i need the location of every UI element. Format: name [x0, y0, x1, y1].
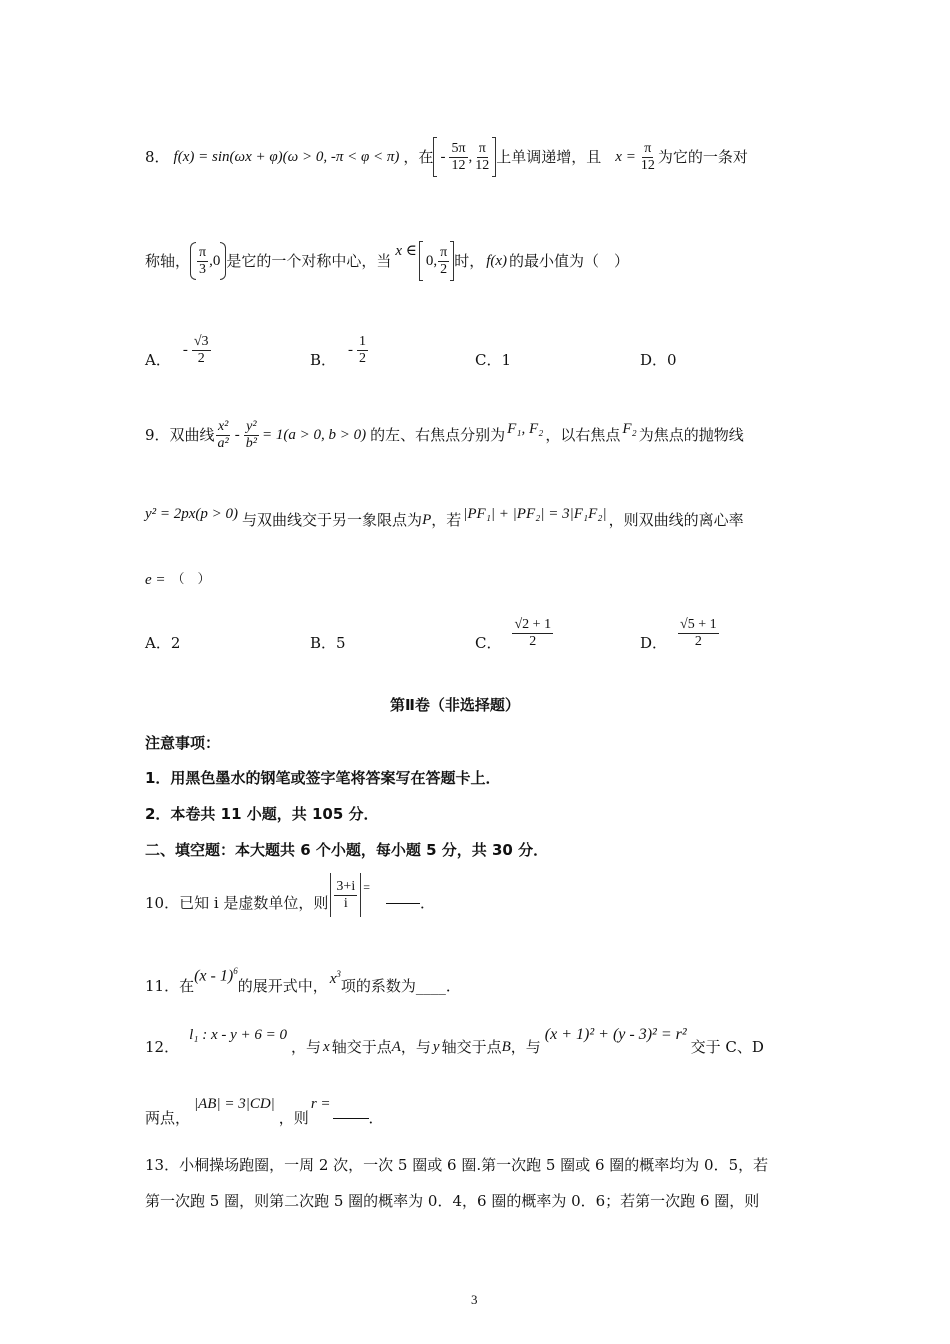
- q9-minus: -: [234, 427, 240, 443]
- q12-a2: 轴交于点: [331, 1038, 392, 1056]
- q12-end: ．: [368, 1109, 384, 1127]
- q8-option-d-value: 0: [667, 351, 677, 369]
- q9-b2: b²: [245, 435, 257, 451]
- q9-option-a: [145, 633, 180, 653]
- note-2: 2．本卷共 11 小题，共 105 分．: [145, 805, 379, 823]
- q9-eccentricity-text: ，则双曲线的离心率: [608, 511, 744, 529]
- q12-then: ，则: [278, 1109, 309, 1127]
- q8-option-b-label: B．: [310, 351, 337, 369]
- q8-int-a-num: 5π: [451, 140, 466, 156]
- q8-int-a-den: 12: [451, 157, 466, 173]
- q12-y: y: [432, 1039, 440, 1055]
- q8-domain-x: x ∈: [395, 243, 417, 259]
- q11-line: [145, 960, 461, 996]
- q12-a3: ，与: [400, 1038, 431, 1056]
- q9-y2: y²: [246, 418, 257, 434]
- q8-option-a-frac: [192, 334, 211, 367]
- q8-option-d-label: D．: [640, 351, 668, 369]
- q8-center-den: 3: [199, 261, 207, 277]
- q9-option-c-den: 2: [529, 633, 537, 649]
- q12-line2: [145, 1090, 384, 1126]
- q9-ruo: ，若: [431, 511, 462, 529]
- q8-center-frac: [197, 245, 208, 278]
- section-title: 第Ⅱ卷（非选择题）: [390, 696, 520, 714]
- q11-mid: 的展开式中，: [237, 977, 328, 995]
- q9-x2: x²: [217, 418, 229, 434]
- notes-heading: 注意事项：: [145, 734, 221, 752]
- q8-option-a-den: 2: [197, 350, 205, 366]
- q8-option-a-sign: -: [182, 342, 188, 358]
- q8-option-a-num: √3: [193, 333, 209, 349]
- q8-int-b-num: π: [478, 140, 486, 156]
- q8-option-d: [640, 350, 677, 370]
- q11-expr-wrap: [194, 961, 238, 986]
- q11-expr: (x - 1): [194, 967, 234, 985]
- q9-option-d-frac: [678, 617, 719, 650]
- q8-interval-minus: -: [440, 149, 446, 165]
- q11-x3-wrap: [330, 964, 341, 989]
- q8-domain-frac: [438, 245, 449, 278]
- q12-ab-eq: |AB| = 3|CD|: [194, 1096, 275, 1112]
- q8-axis-den: 12: [640, 157, 655, 173]
- q9-option-c-frac: [512, 617, 553, 650]
- q9-option-d-num: √5 + 1: [680, 616, 717, 632]
- q13-line1: 13．小桐操场跑圈，一周 2 次，一次 5 圈或 6 圈.第一次跑 5 圈或 6 圈的概率均为 0．5，若: [145, 1156, 769, 1174]
- q12-a1: ，与: [291, 1038, 322, 1056]
- q9-parabola-text: 为焦点的抛物线: [638, 426, 744, 444]
- q9-line3: [145, 570, 211, 590]
- q9-option-b-label: B．: [310, 634, 337, 652]
- q9-condition: = 1(a > 0, b > 0): [261, 427, 367, 443]
- q8-option-b-den: 2: [359, 350, 367, 366]
- q8-option-b-sign: -: [348, 342, 354, 358]
- q12-circle-eq: (x + 1)² + (y - 3)² = r²: [544, 1026, 687, 1043]
- q12-a4: 轴交于点: [441, 1038, 502, 1056]
- q9-option-d-den: 2: [694, 633, 702, 649]
- q10-den: i: [343, 895, 348, 911]
- q8-domain-den: 2: [440, 261, 448, 277]
- q9-x2-over-a2: [216, 419, 231, 452]
- q8-option-a-label: A．: [145, 351, 171, 369]
- q10-end: ．: [420, 894, 436, 912]
- q8-fx: f(x): [486, 253, 508, 269]
- q10-abs-left: [330, 873, 331, 917]
- q12-line1: [145, 1015, 764, 1055]
- q9-y2-over-b2: [244, 419, 259, 452]
- q9-line2: [145, 506, 744, 530]
- q8-center-tail: ,0: [209, 253, 221, 269]
- q8-center-text: 是它的一个对称中心，当: [226, 252, 392, 270]
- q8-axis-num: π: [644, 140, 652, 156]
- q8-function: f(x) = sin(ωx + φ)(ω > 0, -π < φ < π): [173, 149, 400, 165]
- q9-pf-eq: |PF₁| + |PF₂| = 3|F₁F₂|: [463, 506, 607, 522]
- q10-frac: [334, 879, 357, 912]
- q9-option-b: [310, 633, 346, 653]
- q8-interval-a: [449, 141, 467, 174]
- q10-abs-right: [360, 873, 361, 917]
- q8-domain-num: π: [440, 244, 448, 260]
- q11-x3: x: [329, 970, 337, 987]
- q8-int-b-den: 12: [475, 157, 490, 173]
- q9-e-eq: e =: [145, 572, 166, 588]
- q9-right-focus: ，以右焦点: [545, 426, 621, 444]
- q8-line2-start: 称轴，: [145, 252, 191, 270]
- q10-eq: =: [363, 880, 370, 894]
- q8-domain-zero: 0,: [425, 253, 438, 269]
- q9-option-c-label: C．: [475, 634, 502, 652]
- q8-monotone: 上单调递增，且: [496, 148, 602, 166]
- q8-in: ，在: [403, 148, 434, 166]
- q8-axis-text: 为它的一条对: [657, 148, 748, 166]
- part-heading: 二、填空题：本大题共 6 个小题，每小题 5 分，共 30 分．: [145, 841, 549, 859]
- q12-line-eq: l₁ : x - y + 6 = 0: [189, 1027, 288, 1043]
- q9-option-d: [640, 608, 720, 658]
- q9-option-c-num: √2 + 1: [514, 616, 552, 632]
- q8-center-num: π: [199, 244, 207, 260]
- q8-option-b-num: 1: [359, 333, 367, 349]
- q9-option-c: [475, 608, 554, 658]
- q12-point-b: B: [501, 1039, 511, 1055]
- q12-number: 12．: [145, 1038, 180, 1056]
- q8-when: 时，: [454, 252, 485, 270]
- q8-interval-b: [473, 141, 491, 174]
- q11-end: 项的系数为____．: [340, 977, 461, 995]
- q8-axis-x: x =: [615, 149, 636, 165]
- q9-f1f2: F₁, F₂: [507, 421, 544, 437]
- q8-line1: [145, 132, 748, 182]
- q11-power: 6: [233, 966, 238, 977]
- q9-f2: F₂: [622, 421, 637, 437]
- q9-option-d-label: D．: [640, 634, 668, 652]
- q12-line2-start: 两点，: [145, 1109, 191, 1127]
- q11-text: 11．在: [145, 977, 195, 995]
- page-number: 3: [471, 1292, 478, 1307]
- q9-line1: [145, 410, 744, 460]
- q9-number: 9．双曲线: [145, 426, 215, 444]
- q9-foci-text: 的左、右焦点分别为: [370, 426, 506, 444]
- q8-number: 8．: [145, 148, 170, 166]
- q8-option-c-value: 1: [501, 351, 512, 369]
- q8-option-c: [475, 350, 511, 370]
- q8-option-b: [310, 325, 369, 375]
- q8-option-a: [145, 325, 212, 375]
- q9-intersect-text: 与双曲线交于另一象限点为: [242, 511, 423, 529]
- q10-text: 10．已知 i 是虚数单位，则: [145, 894, 329, 912]
- q8-domain-left-bracket: [419, 241, 423, 281]
- q11-x3-power: 3: [336, 968, 341, 979]
- q8-option-c-label: C．: [475, 351, 502, 369]
- q8-axis-frac: [639, 141, 657, 174]
- q10-line: [145, 870, 435, 920]
- q8-line2: [145, 236, 629, 286]
- q12-answer-blank[interactable]: [333, 1118, 369, 1119]
- q10-answer-blank[interactable]: [386, 903, 420, 904]
- note-1: 1．用黑色墨水的钢笔或签字笔将答案写在答题卡上．: [145, 769, 501, 787]
- q8-option-b-frac: [357, 334, 368, 367]
- q10-num: 3+i: [336, 878, 356, 894]
- q9-option-a-label: A．: [145, 634, 171, 652]
- q12-r: r =: [310, 1096, 331, 1112]
- q8-ask: 的最小值为（ ）: [509, 252, 630, 270]
- q9-point-p: P: [422, 512, 432, 528]
- q9-option-a-value: 2: [170, 634, 181, 652]
- q9-a2: a²: [217, 435, 229, 451]
- q9-parabola-eq: y² = 2px(p > 0): [145, 506, 239, 522]
- q13-line2: 第一次跑 5 圈，则第二次跑 5 圈的概率为 0．4，6 圈的概率为 0．6；若第一次跑 6 圈，则: [145, 1192, 760, 1210]
- q12-x: x: [323, 1039, 330, 1055]
- q9-paren: （ ）: [171, 572, 211, 587]
- q9-option-b-value: 5: [336, 634, 346, 652]
- q12-a6: 交于 C、D: [690, 1038, 764, 1056]
- q8-center-lparen: [190, 242, 196, 280]
- q12-point-a: A: [391, 1039, 401, 1055]
- q8-interval-comma: ,: [468, 149, 473, 165]
- q12-a5: ，与: [510, 1038, 541, 1056]
- q8-interval-left-bracket: [433, 137, 437, 177]
